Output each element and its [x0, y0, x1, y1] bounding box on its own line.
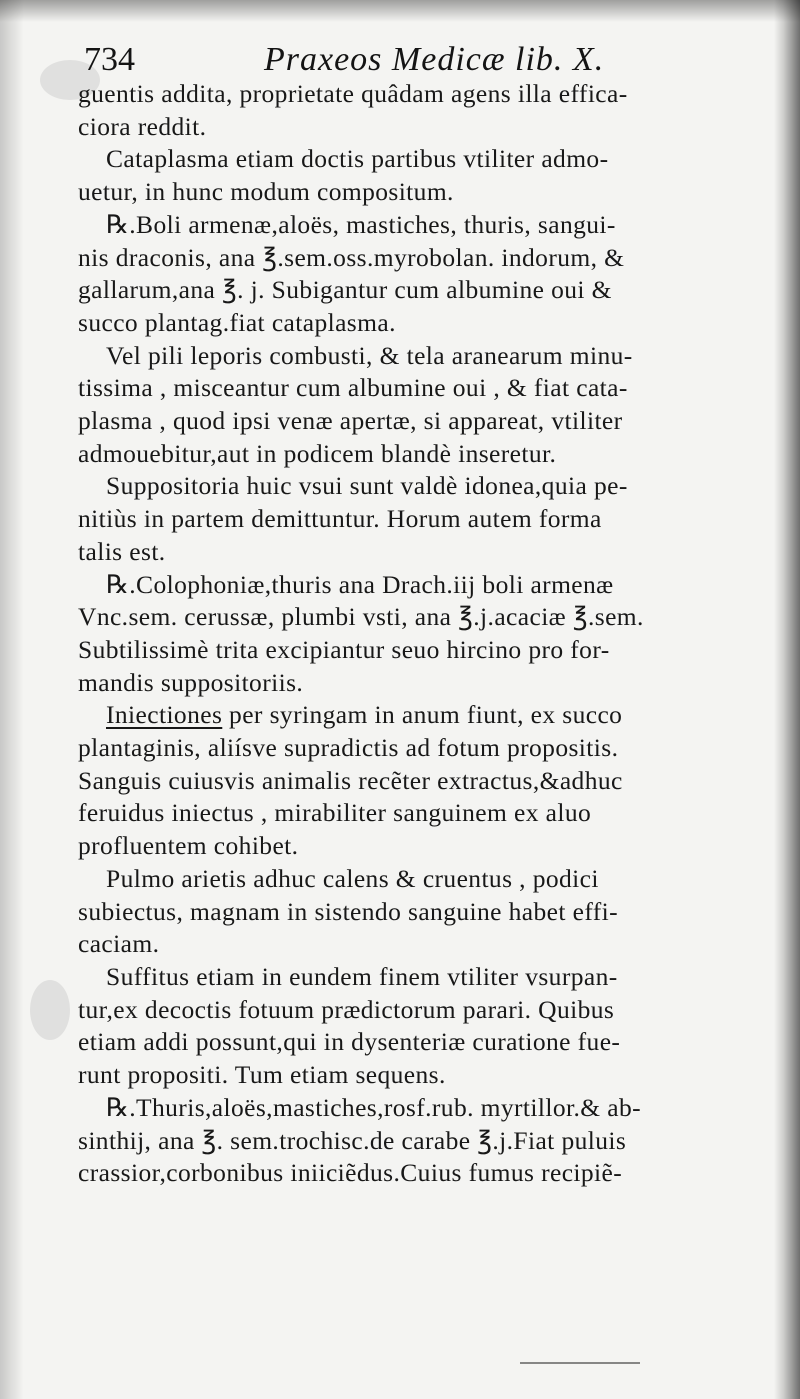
paragraph: [78, 699, 768, 863]
text-line: guentis addita, proprietate quâdam agens illa effica-: [78, 79, 628, 108]
text-line: caciam.: [78, 929, 160, 959]
text-line: admouebitur,aut in podicem blandè inseretur.: [78, 438, 557, 468]
text-line: plasma , quod ipsi venæ apertæ, si appareat, vtiliter: [78, 406, 623, 436]
underlined-term: Iniectiones: [106, 700, 223, 730]
text-line: sinthij, ana ℥. sem.trochisc.de carabe ℥.j.Fiat puluis: [78, 1125, 627, 1155]
page-gutter-shadow: [774, 0, 800, 1399]
text-line: tissima , misceantur cum albumine oui , & fiat cata-: [78, 373, 628, 403]
text-line: Sanguis cuiusvis animalis recẽter extractus,&adhuc: [78, 765, 623, 795]
page-top-shadow: [0, 0, 800, 22]
text-line: [78, 699, 768, 732]
running-head: Praxeos Medicæ lib. X.: [264, 41, 605, 78]
ink-blot: [30, 980, 70, 1040]
text-line: Pulmo arietis adhuc calens & cruentus , podici: [106, 863, 599, 893]
text-line: gallarum,ana ℥. j. Subigantur cum albumine oui &: [78, 275, 612, 305]
recipe-paragraph: [78, 569, 768, 700]
text-line: ℞.Boli armenæ,aloës, mastiches, thuris, sangui-: [106, 209, 616, 239]
paragraph: [78, 143, 768, 208]
text-line: ciora reddit.: [78, 111, 207, 141]
text-line: profluentem cohibet.: [78, 831, 299, 861]
text-line-rest: per syringam in anum fiunt, ex succo: [222, 700, 623, 730]
text-line: subiectus, magnam in sistendo sanguine habet effi-: [78, 896, 619, 926]
text-line: ℞.Colophoniæ,thuris ana Drach.iij boli armenæ: [106, 569, 614, 599]
text-line: uetur, in hunc modum compositum.: [78, 177, 454, 207]
recipe-paragraph: [78, 209, 768, 340]
paragraph: [78, 340, 768, 471]
text-line: Vnc.sem. cerussæ, plumbi vsti, ana ℥.j.acaciæ ℥.sem.: [78, 602, 644, 632]
text-line: ℞.Thuris,aloës,mastiches,rosf.rub. myrtillor.& ab-: [106, 1092, 642, 1122]
page-number: 734: [84, 41, 135, 78]
page-left-shadow: [0, 0, 24, 1399]
paragraph: [78, 470, 768, 568]
text-line: etiam addi possunt,qui in dysenteriæ curatione fue-: [78, 1027, 621, 1057]
text-line: Cataplasma etiam doctis partibus vtiliter admo-: [106, 144, 609, 174]
text-line: Suppositoria huic vsui sunt valdè idonea,quia pe-: [106, 471, 628, 501]
text-line: feruidus iniectus , mirabiliter sanguinem ex aluo: [78, 798, 592, 828]
text-line: mandis suppositoriis.: [78, 667, 304, 697]
text-line: succo plantag.fiat cataplasma.: [78, 307, 396, 337]
text-line: Subtilissimè trita excipiantur seuo hircino pro for-: [78, 634, 610, 664]
text-line: nitiùs in partem demittuntur. Horum autem forma: [78, 504, 602, 534]
text-line: nis draconis, ana ℥.sem.oss.myrobolan. indorum, &: [78, 242, 625, 272]
page-header: [84, 36, 684, 84]
paragraph: [78, 78, 768, 143]
body-text: [78, 78, 768, 1190]
paragraph: [78, 863, 768, 961]
text-line: runt propositi. Tum etiam sequens.: [78, 1060, 446, 1090]
paragraph: [78, 961, 768, 1092]
bottom-rule: [520, 1362, 640, 1364]
text-line: crassior,corbonibus iniiciẽdus.Cuius fumus recipiẽ-: [78, 1158, 623, 1188]
text-line: talis est.: [78, 536, 166, 566]
text-line: Vel pili leporis combusti, & tela aranearum minu-: [106, 340, 633, 370]
recipe-paragraph: [78, 1092, 768, 1190]
text-line: Suffitus etiam in eundem finem vtiliter vsurpan-: [106, 961, 618, 991]
text-line: plantaginis, aliísve supradictis ad fotum propositis.: [78, 733, 619, 763]
text-line: tur,ex decoctis fotuum prædictorum parari. Quibus: [78, 994, 615, 1024]
